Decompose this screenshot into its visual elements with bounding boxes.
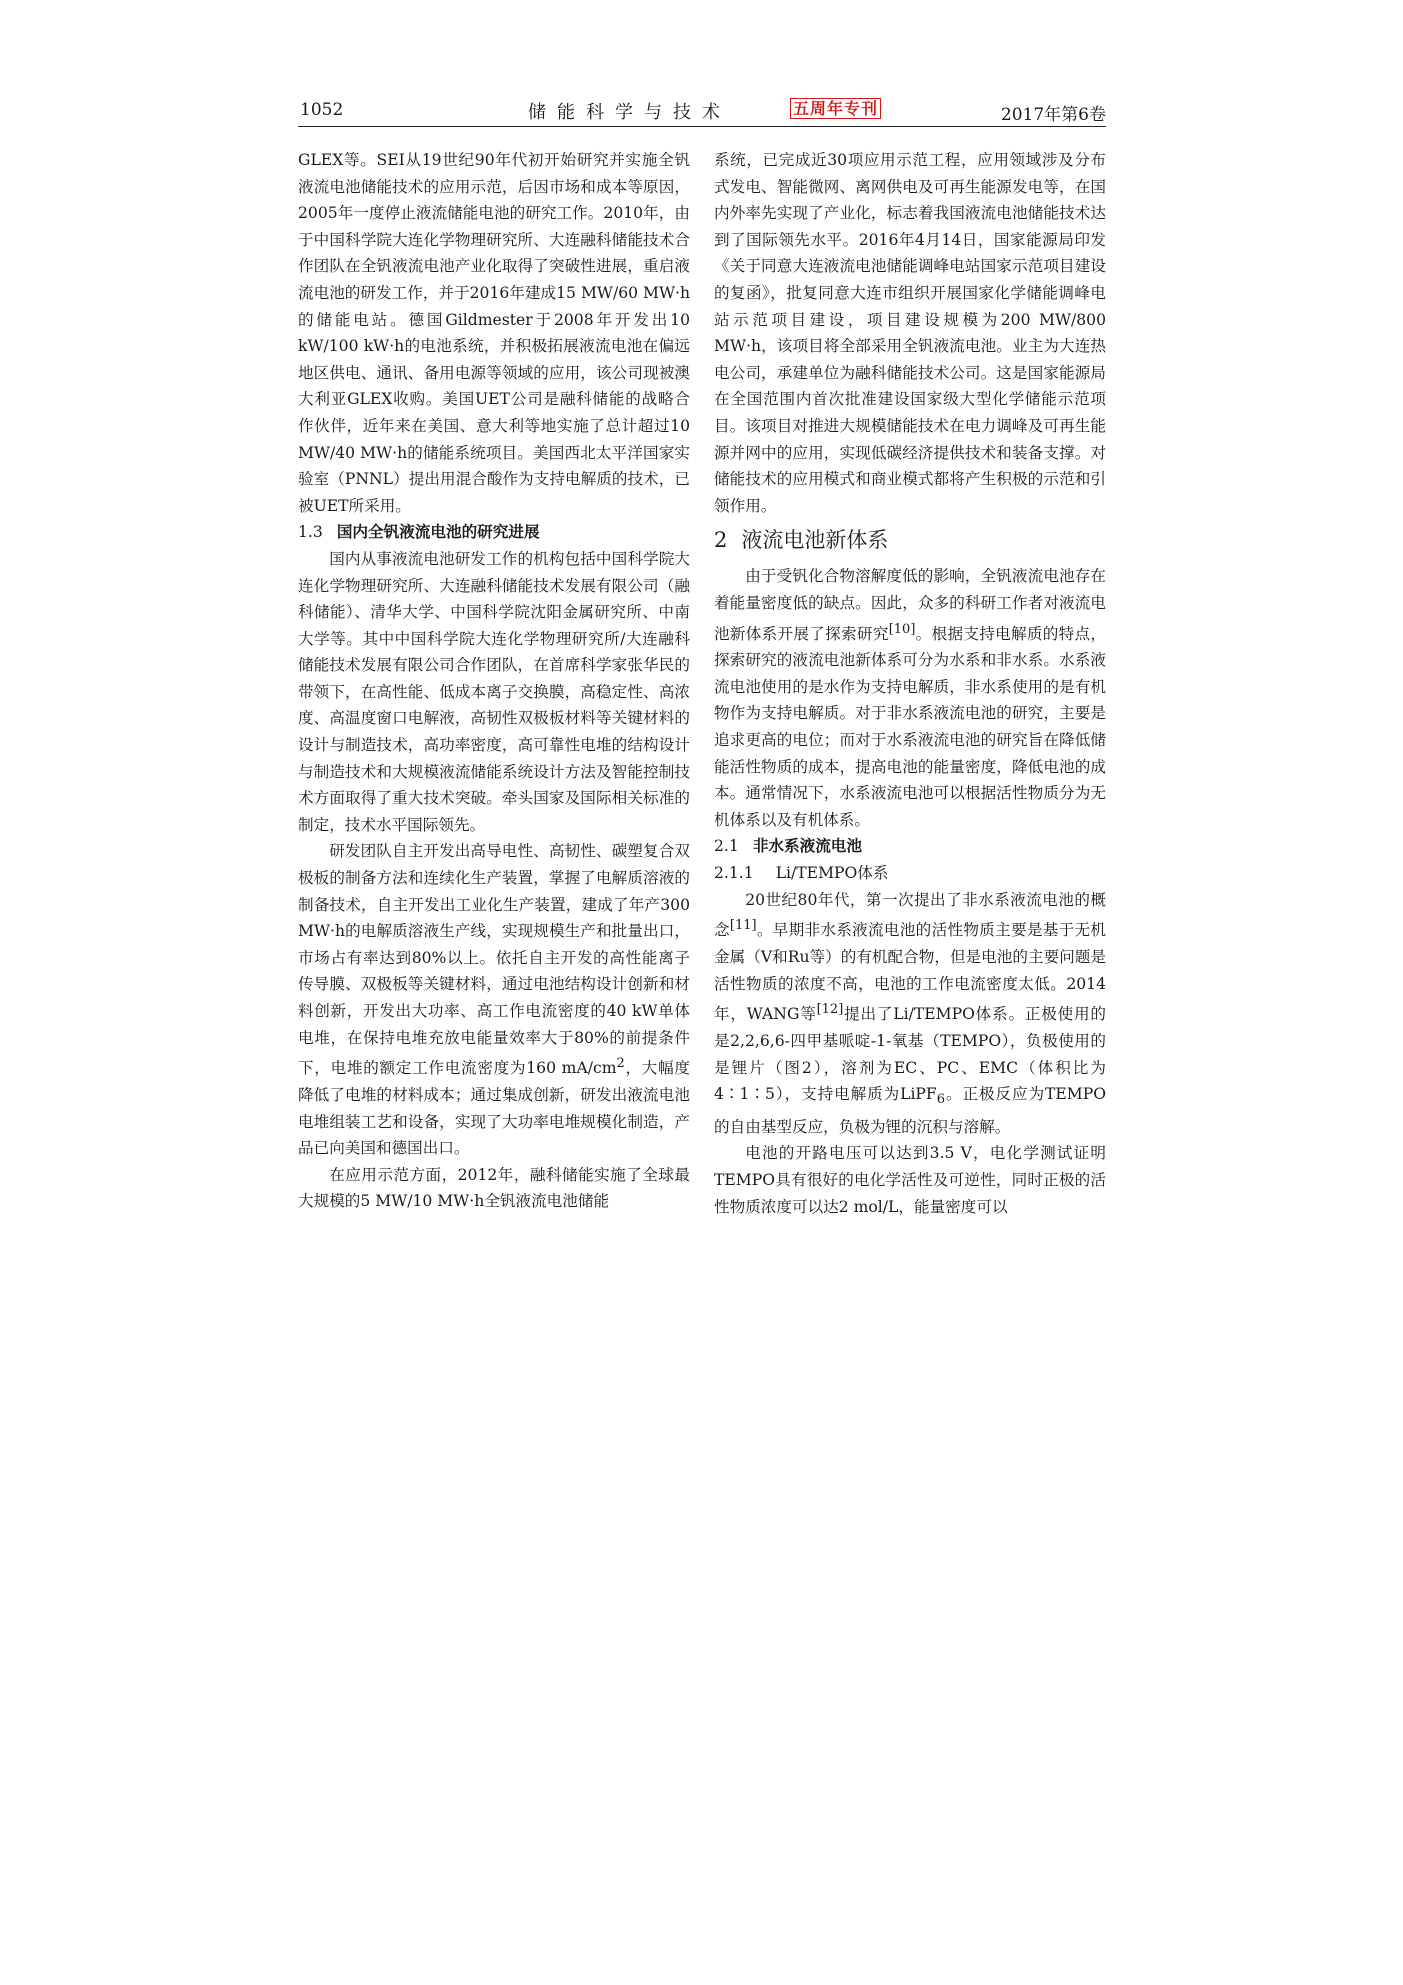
right-column	[714, 147, 1106, 1220]
special-issue-badge: 五周年专刊	[790, 98, 881, 119]
paragraph-text: 20世纪80年代，第一次提出了非水系液流电池的概念	[714, 890, 1106, 940]
section-title: 非水系液流电池	[752, 836, 862, 856]
section-title: 液流电池新体系	[741, 528, 889, 553]
paragraph: 系统，已完成近30项应用示范工程，应用领域涉及分布式发电、智能微网、离网供电及可再生能源发电等，在国内外率先实现了产业化，标志着我国液流电池储能技术达到了国际领先水平。2016年4月14日，国家能源局印发《关于同意大连液流电池储能调峰电站国家示范项目建设的复函》，批复同意大连市组织开展国家化学储能调峰电站示范项目建设，项目建设规模为200 MW/800 MW·h，该项目将全部采用全钒液流电池。业主为大连热电公司，承建单位为融科储能技术公司。这是国家能源局在全国范围内首次批准建设国家级大型化学储能示范项目。该项目对推进大规模储能技术在电力调峰及可再生能源并网中的应用，实现低碳经济提供技术和装备支撑。对储能技术的应用模式和商业模式都将产生积极的示范和引领作用。	[714, 151, 1106, 515]
running-header	[298, 96, 1106, 127]
paper-page	[298, 96, 1106, 1216]
section-number: 2.1	[714, 837, 739, 856]
paragraph: 电池的开路电压可以达到3.5 V，电化学测试证明TEMPO具有很好的电化学活性及可逆性，同时正极的活性物质浓度可以达2 mol/L，能量密度可以	[714, 1144, 1106, 1216]
paragraph-text: ，大幅度降低了电堆的材料成本；通过集成创新，研发出液流电池电堆组装工艺和设备，实现了大功率电堆规模化制造，产品已向美国和德国出口。	[298, 1059, 690, 1158]
journal-name: 储能科学与技术	[528, 102, 731, 123]
volume-info: 2017年第6卷	[1000, 105, 1106, 125]
paragraph: 在应用示范方面，2012年，融科储能实施了全球最大规模的5 MW/10 MW·h全钒液流电池储能	[298, 1165, 690, 1211]
paragraph: GLEX等。SEI从19世纪90年代初开始研究并实施全钒液流电池储能技术的应用示范，后因市场和成本等原因，2005年一度停止液流储能电池的研究工作。2010年，由于中国科学院大连化学物理研究所、大连融科储能技术合作团队在全钒液流电池产业化取得了突破性进展，重启液流电池的研发工作，并于2016年建成15 MW/60 MW·h的储能电站。德国Gildmester于2008年开发出10 kW/100 kW·h的电池系统，并积极拓展液流电池在偏远地区供电、通讯、备用电源等领域的应用，该公司现被澳大利亚GLEX收购。美国UET公司是融科储能的战略合作伙伴，近年来在美国、意大利等地实施了总计超过10 MW/40 MW·h的储能系统项目。美国西北太平洋国家实验室（PNNL）提出用混合酸作为支持电解质的技术，已被UET所采用。	[298, 151, 690, 515]
section-number: 2	[714, 528, 728, 553]
paragraph-text: 提出了Li/TEMPO体系。正极使用的是2,2,6,6-四甲基哌啶-1-氧基（TEMPO），负极使用的是锂片（图2），溶剂为EC、PC、EMC（体积比为4∶1∶5），支持电解质为LiPF	[714, 1005, 1106, 1104]
paragraph-text: 。根据支持电解质的特点，探索研究的液流电池新体系可分为水系和非水系。水系液流电池使用的是水作为支持电解质，非水系使用的是有机物作为支持电解质。对于非水系液流电池的研究，主要是追求更高的电位；而对于水系液流电池的研究旨在降低储能活性物质的成本，提高电池的能量密度，降低电池的成本。通常情况下，水系液流电池可以根据活性物质分为无机体系以及有机体系。	[714, 624, 1106, 829]
section-heading-1-3	[298, 519, 690, 546]
paragraph	[714, 887, 1106, 1141]
section-title: Li/TEMPO体系	[775, 864, 889, 883]
paragraph-text: 由于受钒化合物溶解度低的影响，全钒液流电池存在着能量密度低的缺点。因此，众多的科研工作者对液流电池新体系开展了探索研究	[714, 567, 1106, 643]
paragraph	[714, 563, 1106, 833]
superscript: 2	[616, 1056, 625, 1072]
paragraph-text: 。早期非水系液流电池的活性物质主要是基于无机金属（V和Ru等）的有机配合物，但是电池的主要问题是活性物质的浓度不高，电池的工作电流密度太低。2014年，WANG等	[714, 921, 1106, 1024]
paragraph	[298, 838, 690, 1161]
section-number: 2.1.1	[714, 864, 754, 883]
section-heading-2-1	[714, 833, 1106, 860]
citation: [11]	[729, 918, 757, 934]
citation: [10]	[888, 621, 916, 637]
section-heading-2	[714, 525, 1106, 555]
subscript: 6	[936, 1092, 946, 1108]
paragraph: 国内从事液流电池研发工作的机构包括中国科学院大连化学物理研究所、大连融科储能技术发展有限公司（融科储能）、清华大学、中国科学院沈阳金属研究所、中南大学等。其中中国科学院大连化学物理研究所/大连融科储能技术发展有限公司合作团队，在首席科学家张华民的带领下，在高性能、低成本离子交换膜，高稳定性、高浓度、高温度窗口电解液，高韧性双极板材料等关键材料的设计与制造技术，高功率密度，高可靠性电堆的结构设计与制造技术和大规模液流储能系统设计方法及智能控制技术方面取得了重大技术突破。牵头国家及国际相关标准的制定，技术水平国际领先。	[298, 549, 690, 834]
left-column	[298, 147, 690, 1215]
citation: [12]	[816, 1002, 844, 1018]
paragraph-text: 。正极反应为TEMPO的自由基型反应，负极为锂的沉积与溶解。	[714, 1085, 1106, 1136]
section-title: 国内全钒液流电池的研究进展	[336, 522, 540, 542]
section-heading-2-1-1	[714, 860, 1106, 887]
section-number: 1.3	[298, 523, 323, 542]
paragraph-text: 研发团队自主开发出高导电性、高韧性、碳塑复合双极板的制备方法和连续化生产装置，掌握了电解质溶液的制备技术，自主开发出工业化生产装置，建成了年产300 MW·h的电解质溶液生产线，实现规模生产和批量出口，市场占有率达到80%以上。依托自主开发的高性能离子传导膜、双极板等关键材料，通过电池结构设计创新和材料创新，开发出大功率、高工作电流密度的40 kW单体电堆，在保持电堆充放电能量效率大于80%的前提条件下，电堆的额定工作电流密度为160 mA/cm	[298, 842, 690, 1078]
page-number: 1052	[300, 100, 344, 120]
